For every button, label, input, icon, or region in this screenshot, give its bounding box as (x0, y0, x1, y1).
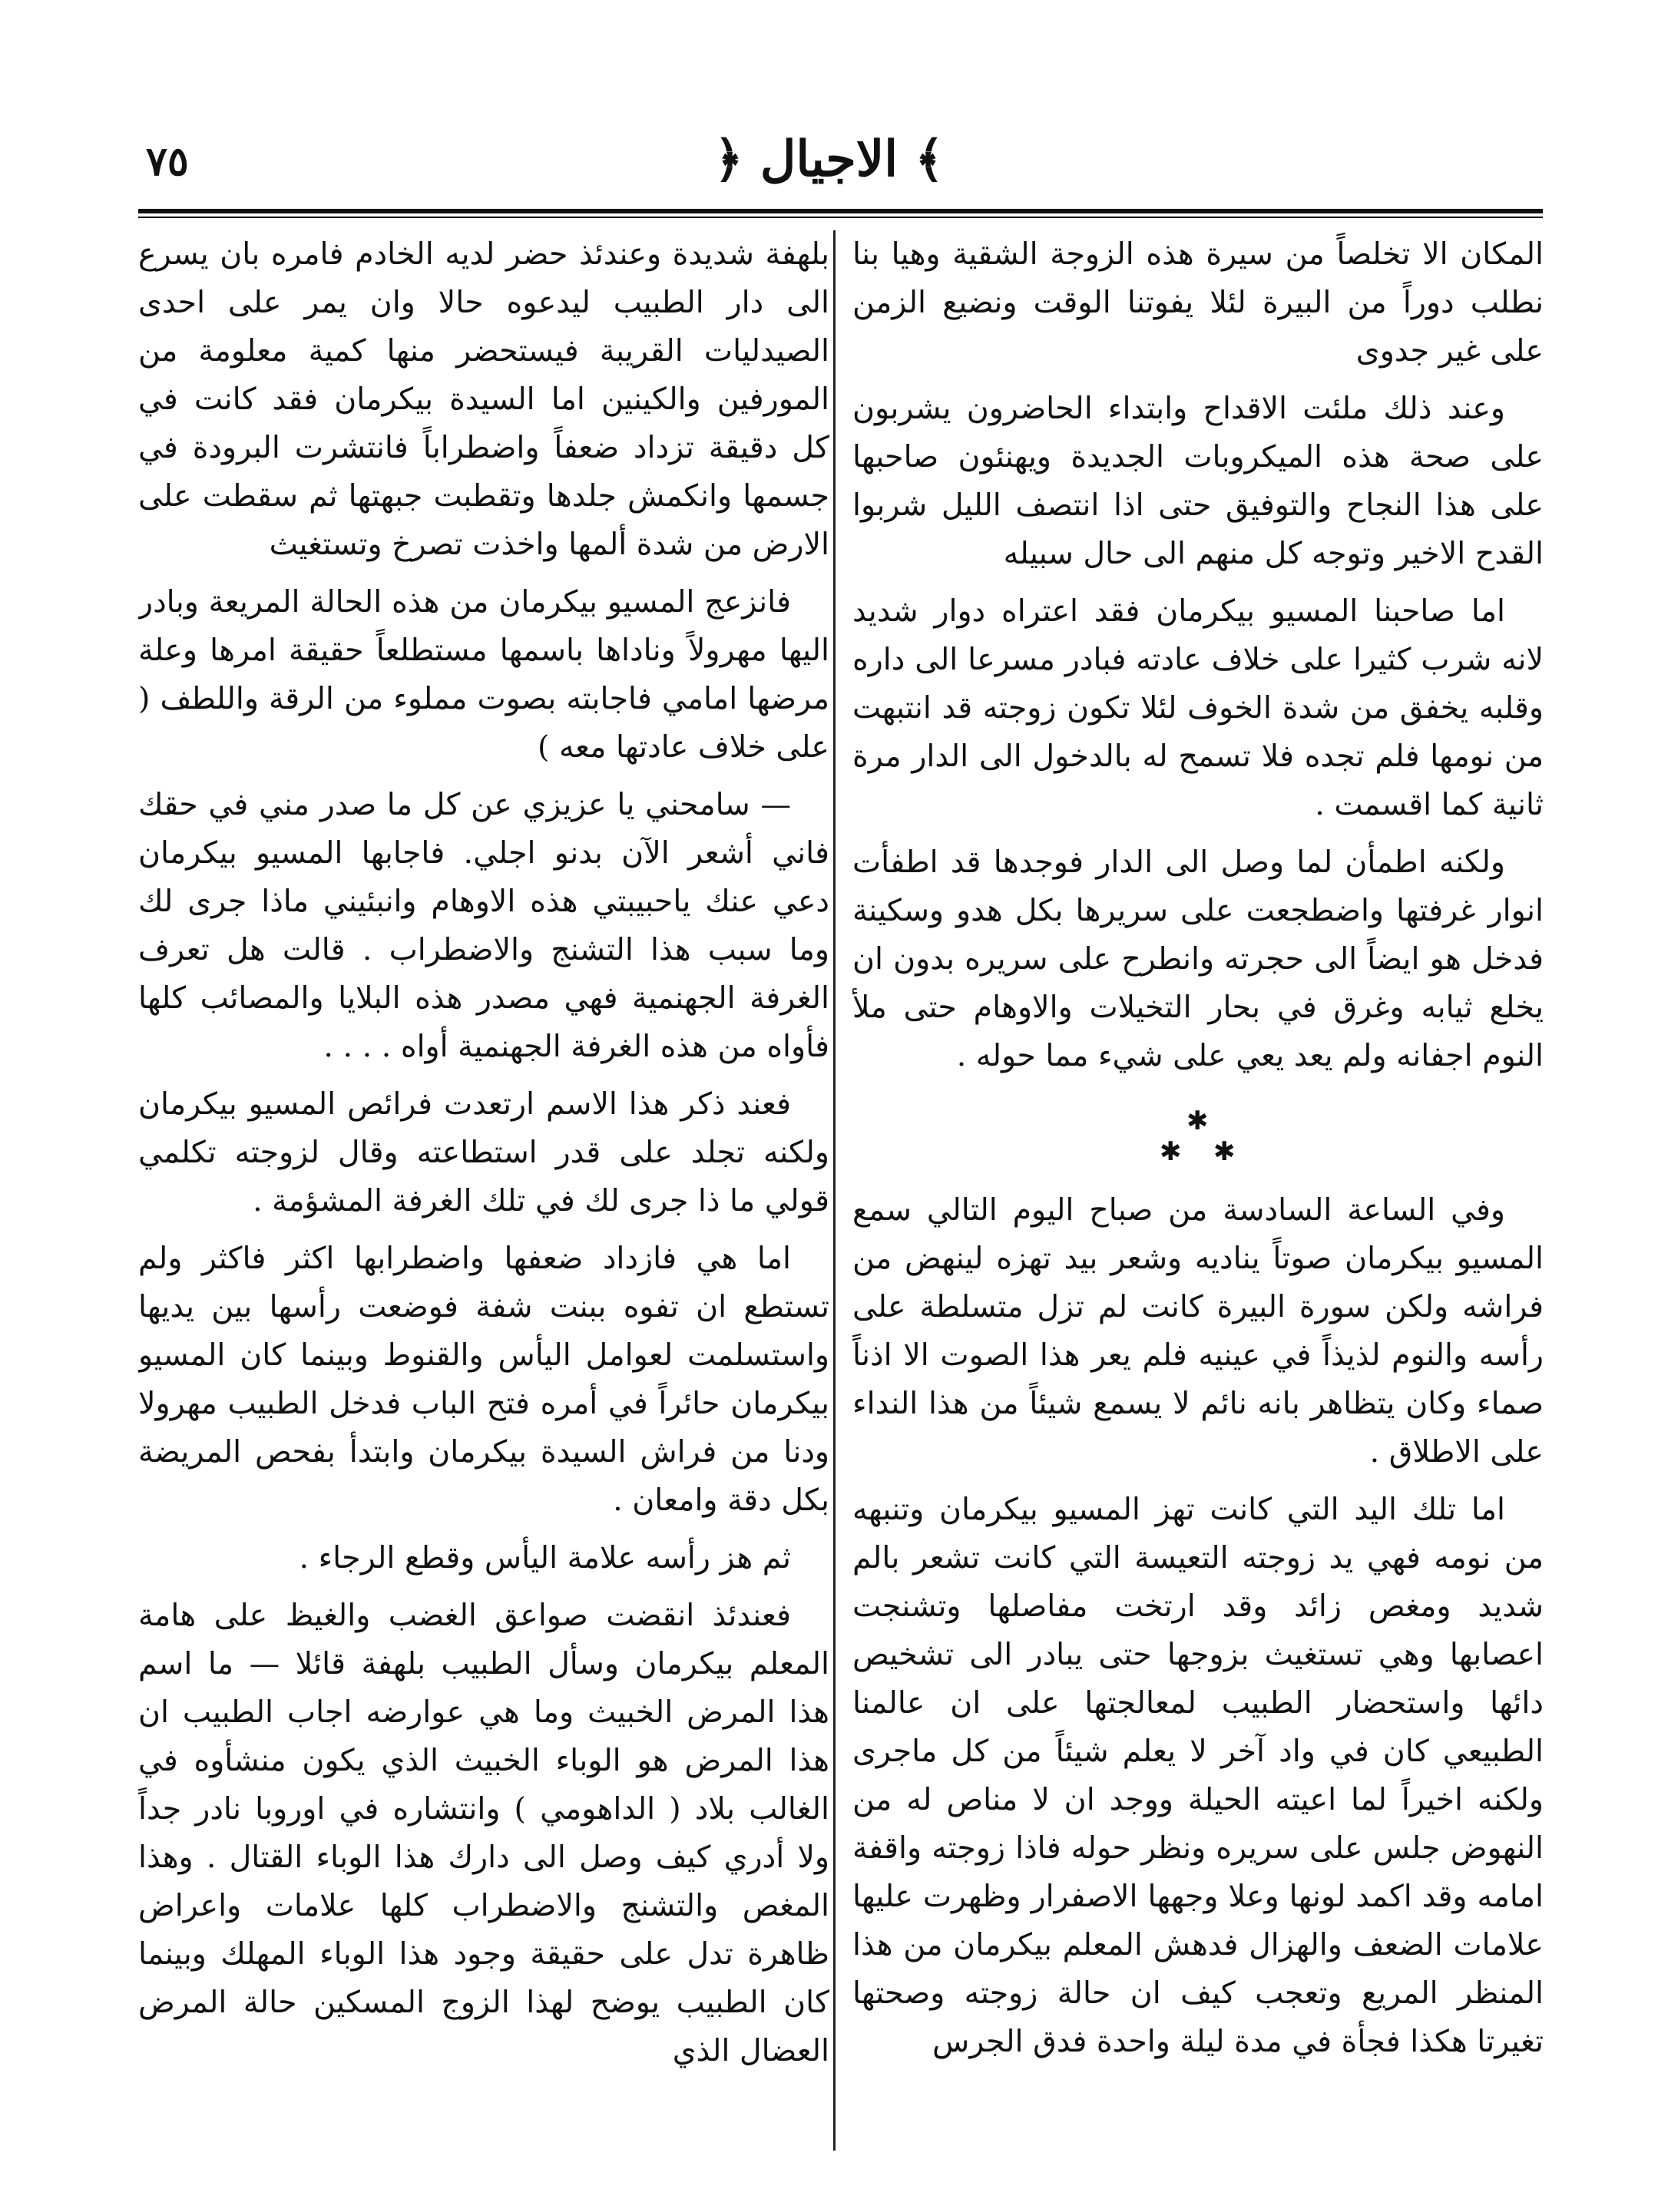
header-rule-thin (138, 217, 1543, 218)
page-header (138, 115, 1520, 207)
asterisk-ornament: ✱ (1160, 1136, 1182, 1167)
right-column (852, 230, 1544, 2151)
paragraph: اما صاحبنا المسيو بيكرمان فقد اعتراه دوار شديد لانه شرب كثيرا على خلاف عادته فبادر مسرعا الى داره وقلبه يخفق من شدة الخوف لئلا تكون زوجته قد انتبهت من نومها فلم تجده فلا تسمح له بالدخول الى الدار مرة ثانية كما اقسمت . (852, 594, 1544, 822)
column-divider (833, 230, 836, 2151)
paragraph: المكان الا تخلصاً من سيرة هذه الزوجة الشقية وهيا بنا نطلب دوراً من البيرة لئلا يفوتنا الوقت ونضيع الزمن على غير جدوى (852, 236, 1544, 369)
paragraph: وعند ذلك ملئت الاقداح وابتداء الحاضرون يشربون على صحة هذه الميكروبات الجديدة ويهنئون صاحبها على هذا النجاح والتوفيق حتى اذا انتصف الليل شربوا القدح الاخير وتوجه كل منهم الى حال سبيله (852, 391, 1544, 571)
paragraph: فانزعج المسيو بيكرمان من هذه الحالة المريعة وبادر اليها مهرولاً وناداها باسمها مستطلعاً حقيقة امرها وعلة مرضها امامي فاجابته بصوت مملوء من الرقة واللطف ( على خلاف عادتها معه ) (138, 584, 829, 765)
paragraph: — سامحني يا عزيزي عن كل ما صدر مني في حقك فاني أشعر الآن بدنو اجلي. فاجابها المسيو بيكرمان دعي عنك ياحبيبتي هذه الاوهام وانبئيني ماذا جرى لك وما سبب هذا التشنج والاضطراب . قالت هل تعرف الغرفة الجهنمية فهي مصدر هذه البلايا والمصائب كلها فأواه من هذه الغرفة الجهنمية أواه . . . . (138, 787, 829, 1064)
paragraph: اما هي فازداد ضعفها واضطرابها اكثر فاكثر ولم تستطع ان تفوه ببنت شفة فوضعت رأسها بين يديها واستسلمت لعوامل اليأس والقنوط وبينما كان المسيو بيكرمان حائراً في أمره فتح الباب فدخل الطبيب مهرولا ودنا من فراش السيدة بيكرمان وابتدأ بفحص المريضة بكل دقة وامعان . (138, 1241, 829, 1518)
asterisk-ornament: ✱ (1186, 1106, 1209, 1136)
paragraph: وفي الساعة السادسة من صباح اليوم التالي سمع المسيو بيكرمان صوتاً يناديه وشعر بيد تهزه لينهض من فراشه ولكن سورة البيرة كانت لم تزل متسلطة على رأسه والنوم لذيذاً في عينيه فلم يعر هذا الصوت الا اذناً صماء وكان يتظاهر بانه نائم لا يسمع شيئاً من هذا النداء على الاطلاق . (852, 1192, 1544, 1470)
paragraph: فعند ذكر هذا الاسم ارتعدت فرائص المسيو بيكرمان ولكنه تجلد على قدر استطاعته وقال لزوجته تكلمي قولي ما ذا جرى لك في تلك الغرفة المشؤمة . (138, 1086, 829, 1218)
left-column (138, 230, 829, 2151)
paragraph: فعندئذ انقضت صواعق الغضب والغيظ على هامة المعلم بيكرمان وسأل الطبيب بلهفة قائلا — ما اسم هذا المرض الخبيث وما هي عوارضه اجاب الطبيب ان هذا المرض هو الوباء الخبيث الذي يكون منشأوه في الغالب بلاد ( الداهومي ) وانتشاره في اوروبا نادر جداً ولا أدري كيف وصل الى دارك هذا الوباء القتال . وهذا المغص والتشنج والاضطراب كلها علامات واعراض ظاهرة تدل على حقيقة وجود هذا الوباء المهلك وبينما كان الطبيب يوضح لهذا الزوج المسكين حالة المرض العضال الذي (138, 1598, 829, 2068)
asterisk-ornament: ✱ (1213, 1136, 1236, 1167)
header-rule (138, 209, 1543, 213)
section-separator (852, 1089, 1544, 1186)
paragraph: ثم هز رأسه علامة اليأس وقطع الرجاء . (299, 1540, 791, 1576)
journal-title: ﴿ الاجيال ﴾ (714, 131, 944, 188)
paragraph: اما تلك اليد التي كانت تهز المسيو بيكرمان وتنبهه من نومه فهي يد زوجته التعيسة التي كانت تشعر بالم شديد ومغص زائد وقد ارتخت مفاصلها وتشنجت اعصابها وهي تستغيث بزوجها حتى يبادر الى تشخيص دائها واستحضار الطبيب لمعالجتها على ان عالمنا الطبيعي كان في واد آخر لا يعلم شيئاً من كل ماجرى ولكنه اخيراً لما اعيته الحيلة ووجد ان لا مناص له من النهوض جلس على سريره ونظر حوله فاذا زوجته واقفة امامه وقد اكمد لونها وعلا وجهها الاصفرار وظهرت عليها علامات الضعف والهزال فدهش المعلم بيكرمان من هذا المنظر المريع وتعجب كيف ان حالة زوجته وصحتها تغيرتا هكذا فجأة في مدة ليلة واحدة فدق الجرس (852, 1492, 1544, 2059)
paragraph: ولكنه اطمأن لما وصل الى الدار فوجدها قد اطفأت انوار غرفتها واضطجعت على سريرها بكل هدو وسكينة فدخل هو ايضاً الى حجرته وانطرح على سريره بدون ان يخلع ثيابه وغرق في بحار التخيلات والاوهام حتى ملأ النوم اجفانه ولم يعد يعي على شيء مما حوله . (852, 845, 1544, 1073)
page-number: ٧٥ (146, 138, 189, 185)
paragraph: بلهفة شديدة وعندئذ حضر لديه الخادم فامره بان يسرع الى دار الطبيب ليدعوه حالا وان يمر على احدى الصيدليات القريبة فيستحضر منها كمية معلومة من المورفين والكينين اما السيدة بيكرمان فقد كانت في كل دقيقة تزداد ضعفاً واضطراباً فانتشرت البرودة في جسمها وانكمش جلدها وتقطبت جبهتها ثم سقطت على الارض من شدة ألمها واخذت تصرخ وتستغيث (138, 236, 829, 562)
